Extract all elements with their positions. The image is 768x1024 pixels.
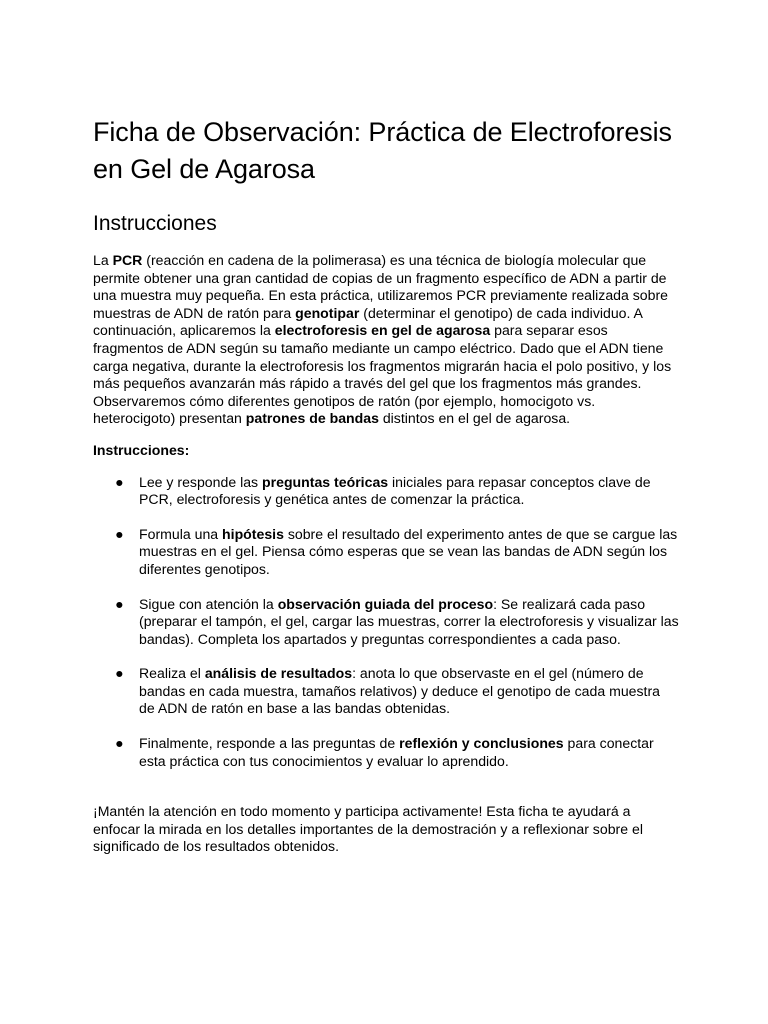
instruction-item	[93, 526, 679, 579]
instruction-item	[93, 474, 679, 509]
bullet-icon: ●	[115, 595, 124, 612]
text-run: sobre el resultado del experimento antes de que se cargue las muestras en el gel. Piensa cómo esperas que se vean las bandas de ADN según los diferentes genotipos.	[139, 525, 678, 577]
bold-text: observación guiada del proceso	[277, 595, 494, 612]
bullet-icon: ●	[115, 735, 124, 752]
instruction-text	[139, 596, 679, 647]
instruction-text	[139, 526, 677, 577]
text-run: (reacción en cadena de la polimerasa) es una técnica de biología molecular que permite obtener una gran cantidad de copias de un fragmento específico de ADN a partir de una muestra muy pequeña. En esta práctica, utilizaremos PCR previamente realizada sobre muestras de ADN de ratón para	[93, 252, 669, 321]
document-page	[93, 114, 679, 856]
bullet-icon: ●	[115, 525, 124, 542]
instructions-list	[93, 474, 679, 771]
text-run: distintos en el gel de agarosa.	[378, 410, 571, 427]
text-run: Formula una	[139, 525, 223, 542]
bold-text: electroforesis en gel de agarosa	[274, 322, 491, 339]
intro-paragraph	[93, 252, 679, 428]
bold-text: reflexión y conclusiones	[399, 735, 564, 752]
text-run: (determinar el genotipo) de cada individuo. A continuación, aplicaremos la	[93, 304, 643, 339]
text-run: para conectar esta práctica con tus conocimientos y evaluar lo aprendido.	[139, 735, 654, 769]
text-run: Lee y responde las	[139, 473, 263, 490]
text-run: La	[93, 252, 113, 268]
text-run: : Se realizará cada paso (preparar el tampón, el gel, cargar las muestras, correr la electroforesis y visualizar las bandas). Completa los apartados y preguntas correspondientes a cada paso.	[139, 595, 679, 647]
section-heading: Instrucciones	[93, 212, 217, 235]
bold-text: preguntas teóricas	[262, 473, 389, 490]
bullet-icon: ●	[115, 665, 124, 682]
text-run: Finalmente, responde a las preguntas de	[139, 735, 400, 752]
instruction-item	[93, 735, 679, 770]
text-run: Realiza el	[139, 665, 205, 682]
instruction-item	[93, 596, 679, 649]
text-run: para separar esos fragmentos de ADN según su tamaño mediante un campo eléctrico. Dado que el ADN tiene carga negativa, durante la electroforesis los fragmentos migrarán hacia el polo positivo, y los más pequeños avanzarán más rápido a través del gel que los fragmentos más grandes. Observaremos cómo diferentes genotipos de ratón (por ejemplo, homocigoto vs. heterocigoto) presentan	[93, 322, 672, 427]
bold-text: genotipar	[295, 304, 360, 321]
bold-text: PCR	[112, 252, 143, 268]
closing-paragraph: ¡Mantén la atención en todo momento y participa activamente! Esta ficha te ayudará a enfocar la mirada en los detalles importantes de la demostración y a reflexionar sobre el significado de los resultados obtenidos.	[93, 803, 643, 855]
instruction-item	[93, 665, 679, 718]
instruction-text	[139, 665, 660, 716]
instruction-text	[139, 735, 654, 769]
text-run: iniciales para repasar conceptos clave de PCR, electroforesis y genética antes de comenzar la práctica.	[139, 473, 651, 508]
instructions-label: Instrucciones:	[93, 441, 190, 458]
bold-text: hipótesis	[222, 525, 284, 542]
bullet-icon: ●	[115, 473, 124, 490]
text-run: Sigue con atención la	[139, 595, 278, 612]
bold-text: análisis de resultados	[204, 665, 353, 682]
instruction-text	[139, 474, 651, 508]
bold-text: patrones de bandas	[245, 410, 379, 427]
document-title: Ficha de Observación: Práctica de Electroforesis en Gel de Agarosa	[93, 117, 672, 184]
text-run: : anota lo que observaste en el gel (número de bandas en cada muestra, tamaños relativos) y deduce el genotipo de cada muestra de ADN de ratón en base a las bandas obtenidas.	[139, 665, 661, 717]
